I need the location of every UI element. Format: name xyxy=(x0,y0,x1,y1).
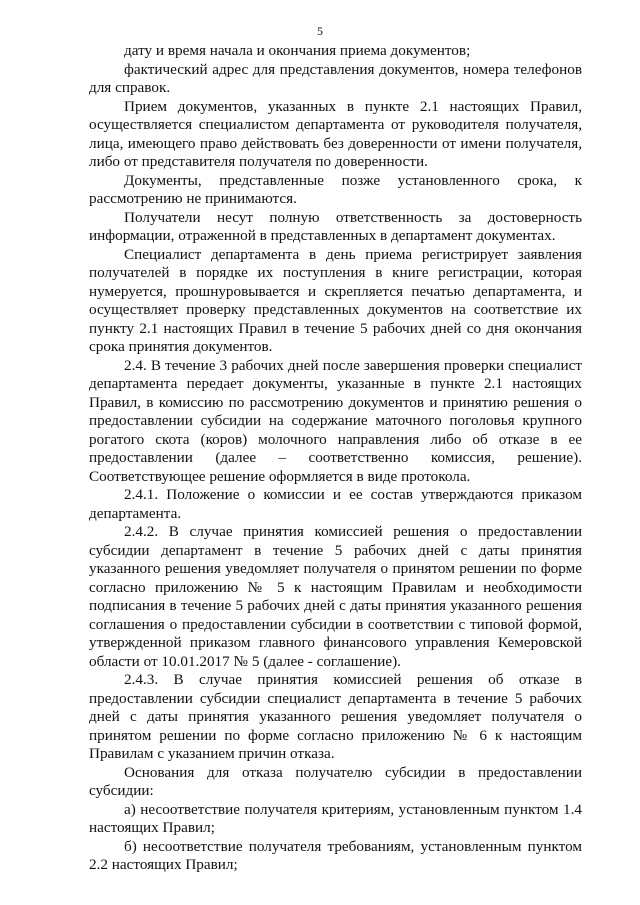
paragraph-address-phones: фактический адрес для представления документов, номера телефонов для справок. xyxy=(89,60,582,96)
paragraph-document-reception: Прием документов, указанных в пункте 2.1 настоящих Правил, осуществляется специалистом департамента от руководителя получателя, лица, имеющего право действовать без доверенности от имени получателя, либо от представителя получателя по доверенности. xyxy=(89,97,582,170)
paragraph-clause-2-4-3: 2.4.3. В случае принятия комиссией решения об отказе в предоставлении субсидии специалист департамента в течение 5 рабочих дней с даты принятия указанного решения уведомляет получателя о принятом решении по форме согласно приложению № 6 к настоящим Правилам с указанием причин отказа. xyxy=(89,671,582,762)
paragraph-refusal-grounds: Основания для отказа получателю субсидии в предоставлении субсидии: xyxy=(89,763,582,799)
paragraph-reception-datetime: дату и время начала и окончания приема документов; xyxy=(124,42,471,59)
paragraph-late-documents: Документы, представленные позже установленного срока, к рассмотрению не принимаются. xyxy=(89,171,582,207)
paragraph-registration: Специалист департамента в день приема регистрирует заявления получателей в порядке их поступления в книге регистрации, которая нумеруется, прошнуровывается и скрепляется печатью департамента, и осуществляет проверку представленных документов на соответствие их пункту 2.1 настоящих Правил в течение 5 рабочих дней со дня окончания срока принятия документов. xyxy=(89,245,582,355)
page-number: 5 xyxy=(317,24,323,38)
list-item-a: а) несоответствие получателя критериям, установленным пунктом 1.4 настоящих Правил; xyxy=(89,800,582,836)
paragraph-clause-2-4-1: 2.4.1. Положение о комиссии и ее состав утверждаются приказом департамента. xyxy=(89,486,582,522)
list-item-b: б) несоответствие получателя требованиям, установленным пунктом 2.2 настоящих Правил; xyxy=(89,837,582,873)
paragraph-clause-2-4: 2.4. В течение 3 рабочих дней после завершения проверки специалист департамента передает документы, указанные в пункте 2.1 настоящих Правил, в комиссию по рассмотрению документов и принятию решения о предоставлении субсидии на содержание маточного поголовья крупного рогатого скота (коров) молочного направления либо об отказе в ее предоставлении (далее – соответственно комиссия, решение). Соответствующее решение оформляется в виде протокола. xyxy=(89,356,582,485)
paragraph-clause-2-4-2: 2.4.2. В случае принятия комиссией решения о предоставлении субсидии департамент в течение 5 рабочих дней с даты принятия указанного решения уведомляет получателя о принятом решении по форме согласно приложению № 5 к настоящим Правилам и необходимости подписания в течение 5 рабочих дней с даты принятия указанного решения соглашения о предоставлении субсидии в соответствии с типовой формой, утвержденной приказом главного финансового управления Кемеровской области от 10.01.2017 № 5 (далее - соглашение). xyxy=(89,523,582,670)
paragraph-responsibility: Получатели несут полную ответственность за достоверность информации, отраженной в представленных в департамент документах. xyxy=(89,208,582,244)
document-body xyxy=(89,42,582,875)
